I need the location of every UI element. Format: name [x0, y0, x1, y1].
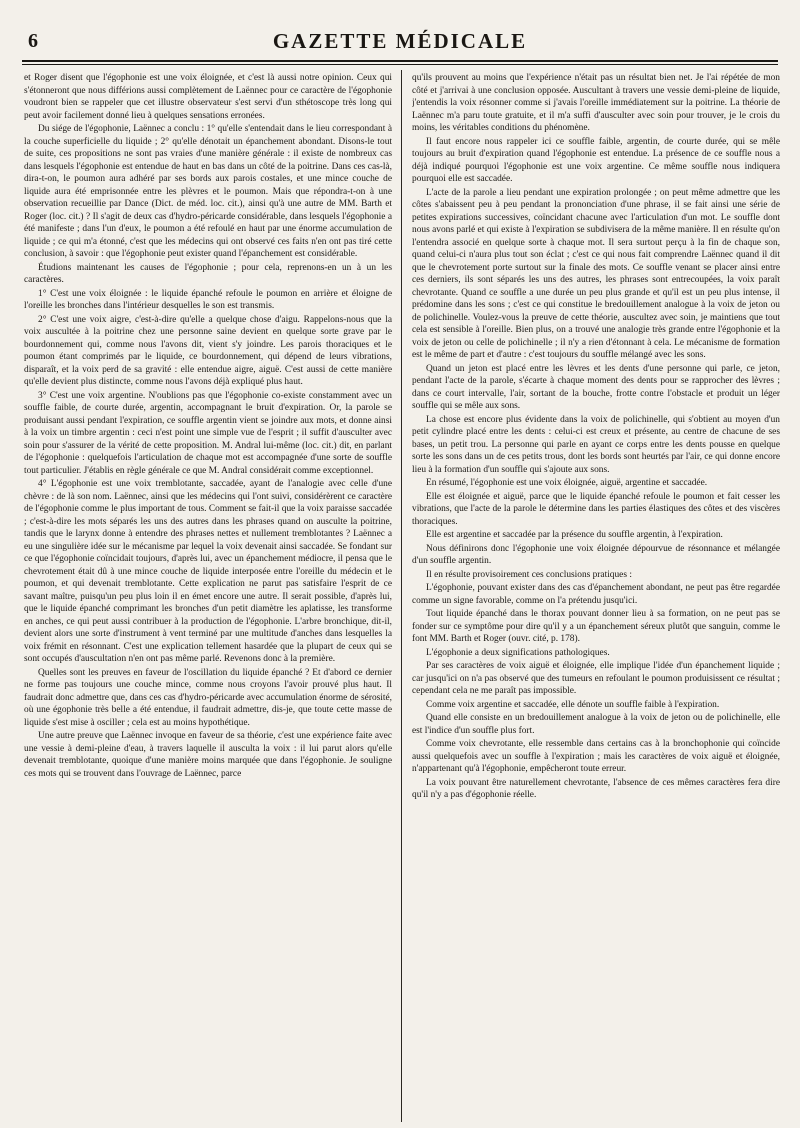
paragraph: L'acte de la parole a lieu pendant une expiration prolongée ; on peut même admettre que les côtes s'abaissent peu à peu pendant la prononciation d'une phrase, il se fait ainsi une série de petites expirations successives, coïncidant chacune avec l'articulation d'un mot. Le souffle dont nous avons parlé et qui existe à l'expiration se subdivisera de la même manière. Il en résulte qu'on l'entendra associé en quelque sorte à chaque mot. Il sera surtout perçu à la fin de chaque son, quand celui-ci n'aura plus tout son éclat ; c'est ce qui nous fait comprendre Laënnec quand il dit que le chevrotement porte surtout sur la finale des mots. Ce souffle venant se placer ainsi entre ces derniers, ils sont séparés les uns des autres, les phrases sont entrecoupées, la voix paraît chevrotante. Quand ce souffle a une durée un peu plus grande et qu'il est un peu plus intense, il prédomine dans les sons ; c'est ce qui constitue le bredouillement analogue à la voix de jeton ou de polichinelle. Voulez-vous la preuve de cette théorie, auscultez avec soin, je maintiens que tout cela est sensible à l'oreille. Bien plus, on a trouvé une analogie très grande entre l'égophonie et la voix de jeton ou celle de polichinelle ; il n'y a rien d'étonnant à cela. Le mécanisme de formation est le même de part et d'autre : c'est toujours du souffle mélangé avec les sons.: [412, 187, 780, 360]
paragraph: L'égophonie a deux significations pathologiques.: [426, 647, 610, 658]
paragraph: et Roger disent que l'égophonie est une voix éloignée, et c'est là aussi notre opinion. Ceux qui s'étonneront que nous différions aussi complètement de Laënnec pour ce caractère de l'égophonie voudront bien se rappeler que cet illustre observateur s'est servi d'un sthétoscope très long qui peut avoir facilement donné lieu à quelques sensations erronées.: [24, 73, 392, 121]
paragraph: Par ses caractères de voix aiguë et éloignée, elle implique l'idée d'un épanchement liquide ; car jusqu'ici on n'a pas observé que des tumeurs en refoulant le poumon produisissent ce résultat ; cependant cela ne me paraît pas impossible.: [412, 661, 780, 696]
paragraph: La voix pouvant être naturellement chevrotante, l'absence de ces mêmes caractères fera dire qu'il n'y a pas d'égophonie réelle.: [412, 777, 780, 800]
header-rule: [22, 60, 778, 62]
paragraph: Une autre preuve que Laënnec invoque en faveur de sa théorie, c'est une expérience faite avec une vessie à demi-pleine d'eau, à travers laquelle il ausculta la voix : il lui parut alors qu'elle devenait tremblotante, quoique d'une manière moins marquée que dans l'égophonie. Je souligne ces mots qui se trouvent dans l'ouvrage de Laënnec, parce: [24, 731, 392, 779]
paragraph: L'égophonie, pouvant exister dans des cas d'épanchement abondant, ne peut pas être regardée comme un signe favorable, comme on l'a prétendu jusqu'ici.: [412, 583, 780, 606]
paragraph: Elle est éloignée et aiguë, parce que le liquide épanché refoule le poumon et fait cesser les vibrations, que l'acte de la parole le détermine dans les parties élastiques des côtes et des viscères thoraciques.: [412, 491, 780, 527]
paragraph: Tout liquide épanché dans le thorax pouvant donner lieu à sa formation, on ne peut pas se fonder sur ce symptôme pour dire qu'il y a un épanchement séreux plutôt que sanguin, comme le font MM. Barth et Roger (ouvr. cité, p. 178).: [412, 609, 780, 644]
paragraph: Quand elle consiste en un bredouillement analogue à la voix de jeton ou de polichinelle, elle est l'indice d'un souffle plus fort.: [412, 713, 780, 736]
paragraph: Il en résulte provisoirement ces conclusions pratiques :: [426, 569, 632, 580]
paragraph: Comme voix chevrotante, elle ressemble dans certains cas à la bronchophonie qui coïncide aussi quelquefois avec un souffle à l'expiration ; mais les caractères de voix aiguë et éloignée, n'appartenant qu'à l'égophonie, empêcheront toute erreur.: [412, 739, 780, 774]
right-column: [412, 72, 780, 1120]
paragraph: Du siége de l'égophonie, Laënnec a conclu : 1° qu'elle s'entendait dans le lieu correspondant à la couche superficielle du liquide ; 2° qu'elle dénotait un épanchement abondant. Disons-le tout de suite, ces propositions ne sont pas vraies d'une manière générale : il existe de nombreux cas dans lesquels l'égophonie est entendue de haut en bas dans un côté de la poitrine. Dans ces cas-là, dira-t-on, le poumon aura adhéré par ses bords aux parois costales, et une mince couche de liquide aura été emprisonnée entre les plèvres et le poumon. Mais que répondra-t-on à une observation recueillie par Dance (Dict. de méd. loc. cit.), ainsi qu'à une autre de MM. Barth et Roger (loc. cit.) ? Il s'agit de deux cas d'hydro-péricarde considérable, dans lesquels l'égophonie a été manifeste ; dans l'un d'eux, le poumon a été refoulé en haut par une énorme accumulation de liquide ; ce qui m'a étonné, c'est que les médecins qui ont observé ces faits n'en ont pas tiré cette conclusion, à savoir : que l'égophonie peut exister quand l'épanchement est considérable.: [24, 124, 392, 259]
paragraph: qu'ils prouvent au moins que l'expérience n'était pas un résultat bien net. Je l'ai répétée de mon côté et j'arrivai à une conclusion opposée. Auscultant à travers une vessie demi-pleine de liquide, j'entendis la voix résonner comme si j'avais l'oreille immédiatement sur la poitrine. La théorie de Laënnec m'a paru toute gratuite, et il m'a suffi d'ausculter avec soin pour trouver, je le crois du moins, les véritables conditions du phénomène.: [412, 73, 780, 133]
page-header: [22, 28, 778, 54]
paragraph: 1° C'est une voix éloignée : le liquide épanché refoule le poumon en arrière et éloigne de l'oreille les bronches dans l'intérieur desquelles le son est transmis.: [24, 288, 392, 311]
paragraph: Comme voix argentine et saccadée, elle dénote un souffle faible à l'expiration.: [426, 699, 720, 710]
paragraph: 3° C'est une voix argentine. N'oublions pas que l'égophonie co-existe constamment avec un souffle faible, de courte durée, argentin, accompagnant le bruit d'expiration. Or, la parole se produisant aussi pendant l'expiration, ce souffle argentin vient se joindre aux mots, et donne ainsi à la voix un timbre argentin : ceci n'est point une simple vue de l'esprit ; il suffit d'ausculter avec soin pour s'assurer de la vérité de cette proposition. M. Andral lui-même (loc. cit.) dit, en parlant de l'égophonie : quelquefois l'articulation de chaque mot est accompagnée d'une sorte de souffle tout particulier. J'établis en règle générale ce que M. Andral considérait comme exceptionnel.: [24, 390, 392, 476]
journal-title: GAZETTE MÉDICALE: [272, 29, 528, 53]
paragraph: 2° C'est une voix aigre, c'est-à-dire qu'elle a quelque chose d'aigu. Rappelons-nous que la voix auscultée à la poitrine chez une personne saine devient en quelque sorte grave par le bourdonnement qui, comme nous l'avons dit, vient s'y joindre. Les parois thoraciques et le poumon étant comprimés par le liquide, ce bourdonnement, qui dépend de leurs vibrations, disparaît, et la voix perd de sa gravité : elle entendue aigre, aiguë. C'est aussi de cette manière qu'elle devient plus distincte, comme nous l'avons déjà expliqué plus haut.: [24, 314, 392, 387]
header-rule-thin: [22, 64, 778, 65]
paragraph: Il faut encore nous rappeler ici ce souffle faible, argentin, de courte durée, qui se mêle toujours au bruit d'expiration quand l'égophonie est entendue. La présence de ce souffle nous a déjà indiqué pourquoi l'égophonie est une voix argentine. Ce même souffle nous indiquera pourquoi elle est saccadée.: [412, 136, 780, 184]
paragraph: La chose est encore plus évidente dans la voix de polichinelle, qui s'obtient au moyen d'un petit cylindre placé entre les dents : celui-ci est creux et présente, au centre de chacune de ses bases, un petit trou. La personne qui parle en ayant ce corps entre les dents pousse en quelque sorte les sons dans un de ces petits trous, dont les bords sont heurtés par l'air, ce qui donne encore lieu à la formation d'un souffle qui s'ajoute aux sons.: [412, 414, 780, 475]
paragraph: 4° L'égophonie est une voix tremblotante, saccadée, ayant de l'analogie avec celle d'une chèvre : de là son nom. Laënnec, ainsi que les médecins qui l'ont suivi, considérèrent ce caractère de l'égophonie comme le plus important de tous. Comment se fait-il que la voix paraisse saccadée ; c'est-à-dire les mots séparés les uns des autres dans les phrases quand on ausculte la poitrine, tandis que le larynx donne à entendre des phrases nettes et nullement tremblotantes ? Laënnec a eu une singulière idée sur le mécanisme par lequel la voix devenait ainsi saccadée. Se fondant sur ce que l'égophonie coïncidait toujours, d'après lui, avec un épanchement médiocre, il pensa que le chevrotement était dû à une mince couche de liquide interposée entre l'oreille du médecin et le poumon, et qui devenait tremblotante. Cette explication ne parut pas satisfaire l'esprit de ce savant maître, puisqu'un peu plus loin il en émet encore une autre. Il serait possible, d'après lui, que le liquide épanché comprimant les bronches d'un petit diamètre les aplatisse, les transforme en anches, ce qui peut aussi contribuer à la production de l'égophonie. L'arbre bronchique, dit-il, devient alors une sorte d'instrument à vent terminé par une multitude d'anches dans lesquelles la voix frémit en résonnant. C'est une explication tellement hasardée que la plupart de ceux qui se sont occupés d'auscultation n'en ont pas même parlé. Revenons donc à la première.: [24, 479, 392, 664]
left-column: [24, 72, 392, 1120]
paragraph: Nous définirons donc l'égophonie une voix éloignée dépourvue de résonnance et mélangée d'un souffle argentin.: [412, 543, 780, 566]
paragraph: Elle est argentine et saccadée par la présence du souffle argentin, à l'expiration.: [426, 530, 723, 540]
paragraph: Quelles sont les preuves en faveur de l'oscillation du liquide épanché ? Et d'abord ce dernier ne forme pas toujours une couche mince, comme nous croyons l'avoir prouvé plus haut. Il faudrait donc admettre que, dans ces cas d'hydro-péricarde avec accumulation énorme de sérosité, où une égophonie très belle a été entendue, il faudrait admettre, dis-je, que toute cette masse de liquide s'est mise à osciller ; cela est au moins hypothétique.: [24, 667, 392, 728]
page-number: 6: [28, 30, 38, 52]
paragraph: En résumé, l'égophonie est une voix éloignée, aiguë, argentine et saccadée.: [426, 478, 708, 488]
paragraph: Quand un jeton est placé entre les lèvres et les dents d'une personne qui parle, ce jeton, pendant l'acte de la parole, s'écarte à chaque moment des dents pour se rapprocher des lèvres ; dans ce court intervalle, l'air, sortant de la bouche, frotte contre l'obstacle et produit un léger souffle qui se mêle aux sons.: [412, 363, 780, 411]
paragraph: Étudions maintenant les causes de l'égophonie ; pour cela, reprenons-en un à un les caractères.: [24, 262, 392, 285]
column-divider: [401, 70, 402, 1122]
